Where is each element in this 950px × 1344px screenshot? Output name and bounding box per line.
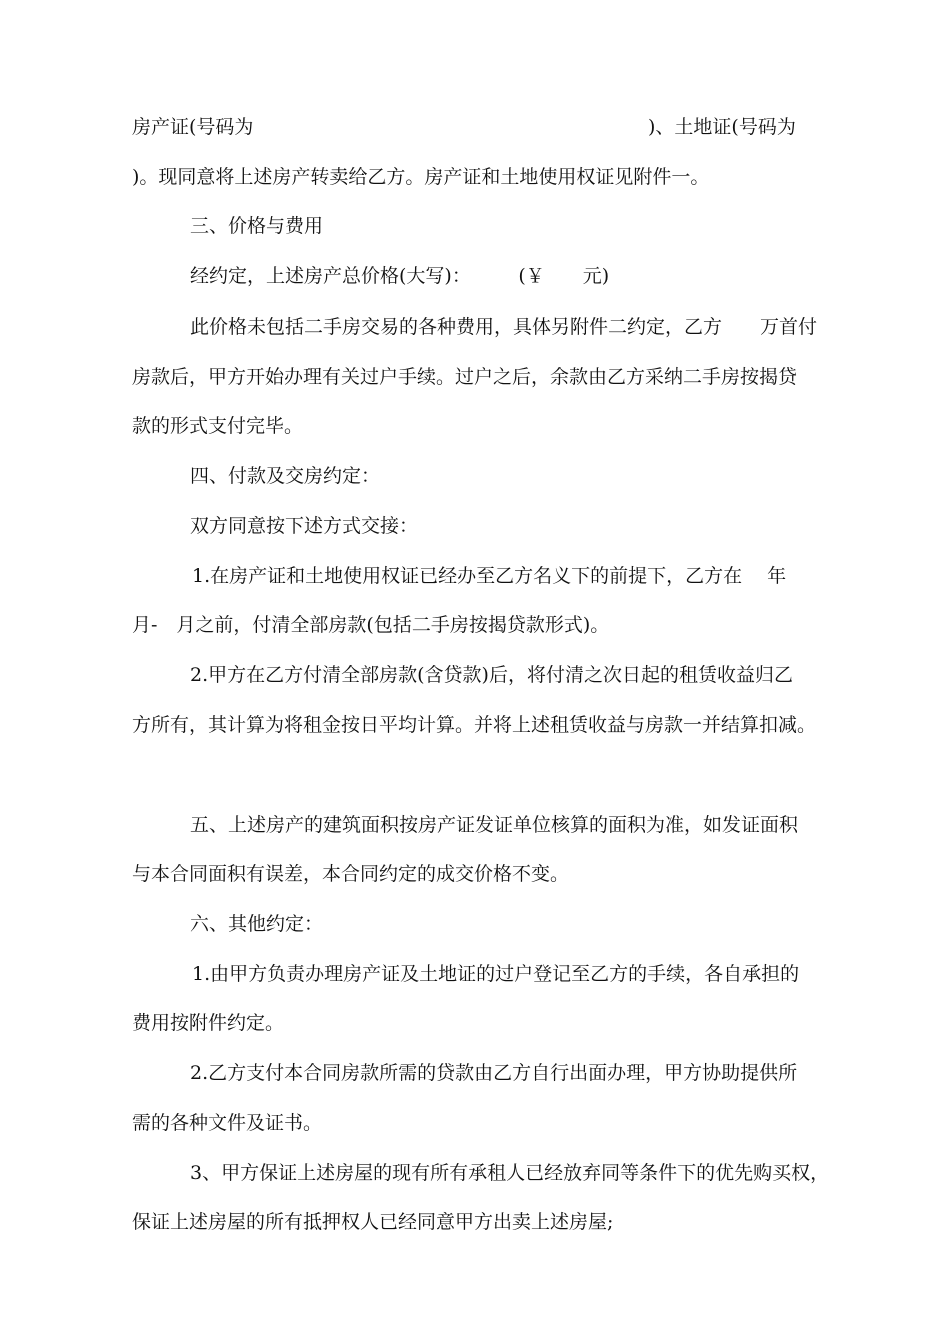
section-heading: 三、价格与费用	[190, 215, 324, 237]
paragraph-line: )。现同意将上述房产转卖给乙方。房产证和土地使用权证见附件一。	[132, 166, 710, 188]
paragraph-line: 保证上述房屋的所有抵押权人已经同意甲方出卖上述房屋;	[132, 1211, 614, 1233]
paragraph-line: 2.甲方在乙方付清全部房款(含贷款)后，将付清之次日起的租赁收益归乙	[190, 664, 793, 686]
section-heading: 六、其他约定：	[190, 913, 324, 935]
paragraph-line: 2.乙方支付本合同房款所需的贷款由乙方自行出面办理，甲方协助提供所	[190, 1062, 798, 1084]
paragraph-line: 房款后，甲方开始办理有关过户手续。过户之后，余款由乙方采纳二手房按揭贷	[132, 366, 798, 388]
paragraph-line: )、土地证(号码为	[648, 116, 796, 138]
paragraph-line: 1.由甲方负责办理房产证及土地证的过户登记至乙方的手续，各自承担的	[192, 963, 800, 985]
paragraph-line: 款的形式支付完毕。	[132, 415, 304, 437]
paragraph-line: 费用按附件约定。	[132, 1012, 285, 1034]
paragraph-line: 经约定，上述房产总价格(大写)： (￥ 元)	[190, 265, 610, 287]
paragraph-line: 房产证(号码为	[132, 116, 254, 138]
paragraph-line: 方所有，其计算为将租金按日平均计算。并将上述租赁收益与房款一并结算扣减。	[132, 714, 817, 736]
paragraph-line: 此价格未包括二手房交易的各种费用，具体另附件二约定，乙方 万首付	[190, 316, 818, 338]
paragraph-line: 1.在房产证和土地使用权证已经办至乙方名义下的前提下，乙方在 年	[192, 565, 787, 587]
paragraph-line: 月- 月之前，付清全部房款(包括二手房按揭贷款形式)。	[132, 614, 610, 636]
section-heading: 四、付款及交房约定：	[190, 465, 381, 487]
paragraph-line: 双方同意按下述方式交接：	[190, 515, 419, 537]
paragraph-line: 3、甲方保证上述房屋的现有所有承租人已经放弃同等条件下的优先购买权，	[190, 1162, 830, 1184]
paragraph-line: 需的各种文件及证书。	[132, 1112, 323, 1134]
section-heading: 五、上述房产的建筑面积按房产证发证单位核算的面积为准，如发证面积	[190, 814, 799, 836]
paragraph-line: 与本合同面积有误差，本合同约定的成交价格不变。	[132, 863, 570, 885]
